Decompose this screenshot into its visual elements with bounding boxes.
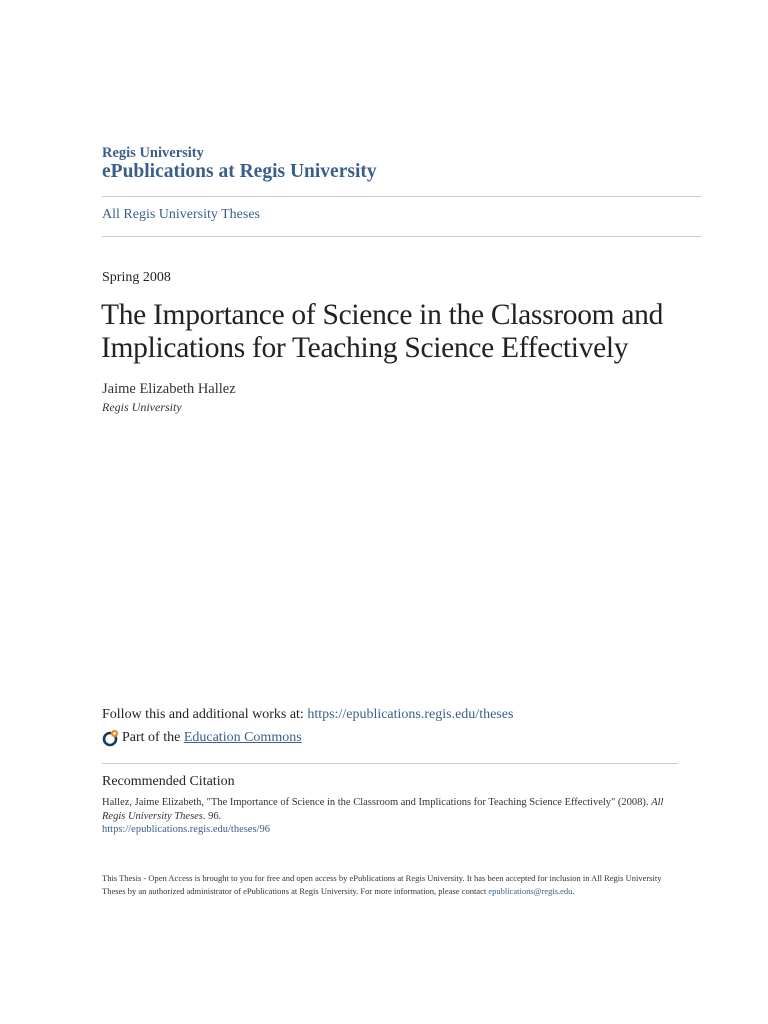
theses-url-link[interactable]: https://epublications.regis.edu/theses bbox=[307, 707, 514, 722]
access-end: . bbox=[572, 885, 575, 896]
author-name: Jaime Elizabeth Hallez bbox=[102, 381, 236, 397]
publication-term: Spring 2008 bbox=[102, 270, 171, 285]
part-of-line bbox=[102, 729, 302, 747]
recommended-citation-heading: Recommended Citation bbox=[102, 774, 235, 789]
paper-title: The Importance of Science in the Classroom and Implications for Teaching Science Effectively bbox=[101, 299, 664, 364]
citation-url-link[interactable]: https://epublications.regis.edu/theses/96 bbox=[102, 824, 270, 835]
citation-number: . 96. bbox=[202, 810, 222, 822]
citation-series: All Regis University Theses bbox=[102, 797, 664, 822]
section-divider bbox=[102, 763, 678, 764]
repository-link[interactable]: ePublications at Regis University bbox=[102, 161, 377, 182]
access-text: This Thesis - Open Access is brought to you for free and open access by ePublications at Regis University. It has been accepted for inclusion in All Regis University Theses by an authorized administrator of ePublications at Regis University. For more information, please contact bbox=[102, 873, 662, 896]
access-statement bbox=[102, 872, 682, 897]
follow-label: Follow this and additional works at: bbox=[102, 707, 308, 722]
header-divider bbox=[102, 236, 701, 237]
follow-line bbox=[102, 707, 513, 723]
citation-block bbox=[102, 796, 682, 837]
commons-network-icon bbox=[102, 729, 120, 747]
institution-link[interactable]: Regis University bbox=[102, 145, 204, 161]
contact-email-link[interactable]: epublications@regis.edu bbox=[488, 885, 573, 896]
citation-text: Hallez, Jaime Elizabeth, "The Importance of Science in the Classroom and Implications for Teaching Science Effectively" (2008). bbox=[102, 797, 652, 808]
collection-link[interactable]: All Regis University Theses bbox=[102, 207, 261, 222]
author-affiliation: Regis University bbox=[102, 400, 182, 414]
education-commons-link[interactable]: Education Commons bbox=[183, 730, 302, 745]
part-of-label: Part of the bbox=[122, 730, 181, 745]
header-divider bbox=[102, 196, 701, 197]
